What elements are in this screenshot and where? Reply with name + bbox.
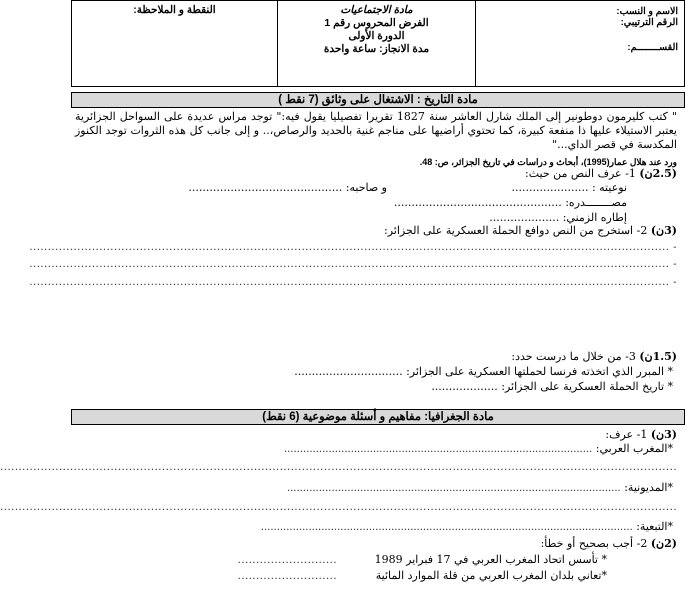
answer-line: ........................................................................................................................................................................................ <box>0 502 677 513</box>
definition-debt <box>287 481 673 496</box>
question-points: (3ن) <box>650 428 677 441</box>
exam-name: الفرض المحروس رقم 1 <box>324 17 429 29</box>
document-source: ورد عند هلال عمار(1995)، أبحاث و دراسات في تاريخ الجزائر، ص: 48. <box>419 157 677 167</box>
history-document-text: " كتب كليرمون دوطونير إلى الملك شارل العاشر سنة 1827 تقريرا تفصيليا يقول فيه:" توجد مراس عديدة على السواحل الجزائرية يعتبر الاستيلاء عليها ذا منفعة كبيرة، كما تحتوي أراضيها على مناجم غنية بالحديد والرصاص،.. و إلى جانب كل هذه الثروات توجد الكنوز المكدسة في قصر الداي..." <box>75 110 677 151</box>
student-number-label: الرقم الترتيبي: <box>620 17 678 28</box>
question-text: 1- عرف: <box>605 428 648 441</box>
grade-cell <box>72 1 277 86</box>
question-text: 3- من خلال ما درست حدد: <box>511 350 636 363</box>
student-name-label: الاسم و النسب: <box>616 6 678 17</box>
grade-label: النقطة و الملاحظة: <box>133 4 216 16</box>
answer-line-type: نوعيته : ...................... <box>511 181 627 194</box>
question-text: 2- أجب بصحيح أو خطأ: <box>540 537 648 550</box>
history-question-2 <box>384 224 677 238</box>
answer-dots: ......................................................................................................... <box>286 483 621 494</box>
exam-duration: مدة الانجاز: ساعة واحدة <box>323 43 430 55</box>
question-text: 2- استخرج من النص دوافع الحملة العسكرية على الجزائر: <box>384 224 648 237</box>
geography-section-band: مادة الجغرافيا: مفاهيم و أسئلة موضوعية (6 نقط) <box>71 409 685 425</box>
geography-question-1 <box>605 428 677 442</box>
question-points: (1.5ن) <box>639 350 677 363</box>
history-question-1 <box>525 167 677 181</box>
true-false-statement-1: * تأسس اتحاد المغرب العربي في 17 فبراير 1989 <box>374 553 607 566</box>
answer-dots: ..................................................................................................................... <box>260 522 633 533</box>
student-info-cell <box>475 1 684 86</box>
answer-line-date: * تاريخ الحملة العسكرية على الجزائر: ................... <box>431 380 673 393</box>
student-class-label: القســــــــم: <box>627 42 678 53</box>
answer-line-source: مصــــــــدره: ................................................ <box>393 196 627 209</box>
answer-dots: ................................................................................................. <box>283 444 593 455</box>
session-name: الدورة الأولى <box>348 30 405 42</box>
term-label: *التبعية: <box>632 520 673 533</box>
exam-title-cell <box>277 1 475 86</box>
answer-line-pretext: * المبرر الذي اتخذته فرنسا لحملتها العسكرية على الجزائر: ............................... <box>294 365 673 378</box>
definition-dependency <box>261 520 673 535</box>
question-text: 1- عرف النص من حيث: <box>525 167 636 180</box>
true-false-statement-2: *تعاني بلدان المغرب العربي من قلة الموارد المائية <box>375 569 607 582</box>
geography-question-2 <box>541 537 677 551</box>
answer-line: ........................................................................................................................................................................................ <box>0 462 677 473</box>
question-points: (3ن) <box>650 224 677 237</box>
term-label: *المغرب العربي: <box>592 442 673 455</box>
answer-line-period: إطاره الزمني: .................... <box>489 211 627 224</box>
question-points: (2.5ن) <box>639 167 677 180</box>
exam-header <box>71 0 685 87</box>
history-section-band: مادة التاريخ : الاشتغال على وثائق (7 نقط ) <box>71 92 685 108</box>
answer-line: - .............................................................................................................................................................................. <box>29 259 677 270</box>
answer-line: - .............................................................................................................................................................................. <box>29 242 677 253</box>
subject-title: مادة الاجتماعيات <box>340 4 413 16</box>
true-false-answer-1: ........................... <box>237 555 337 566</box>
definition-maghreb <box>284 442 673 457</box>
term-label: *المديونية: <box>620 481 673 494</box>
answer-line-author: و صاحبه: ............................................ <box>188 181 387 194</box>
answer-line: - .............................................................................................................................................................................. <box>29 277 677 288</box>
history-question-3 <box>511 350 677 364</box>
true-false-answer-2: ........................... <box>237 571 337 582</box>
question-points: (2ن) <box>650 537 677 550</box>
